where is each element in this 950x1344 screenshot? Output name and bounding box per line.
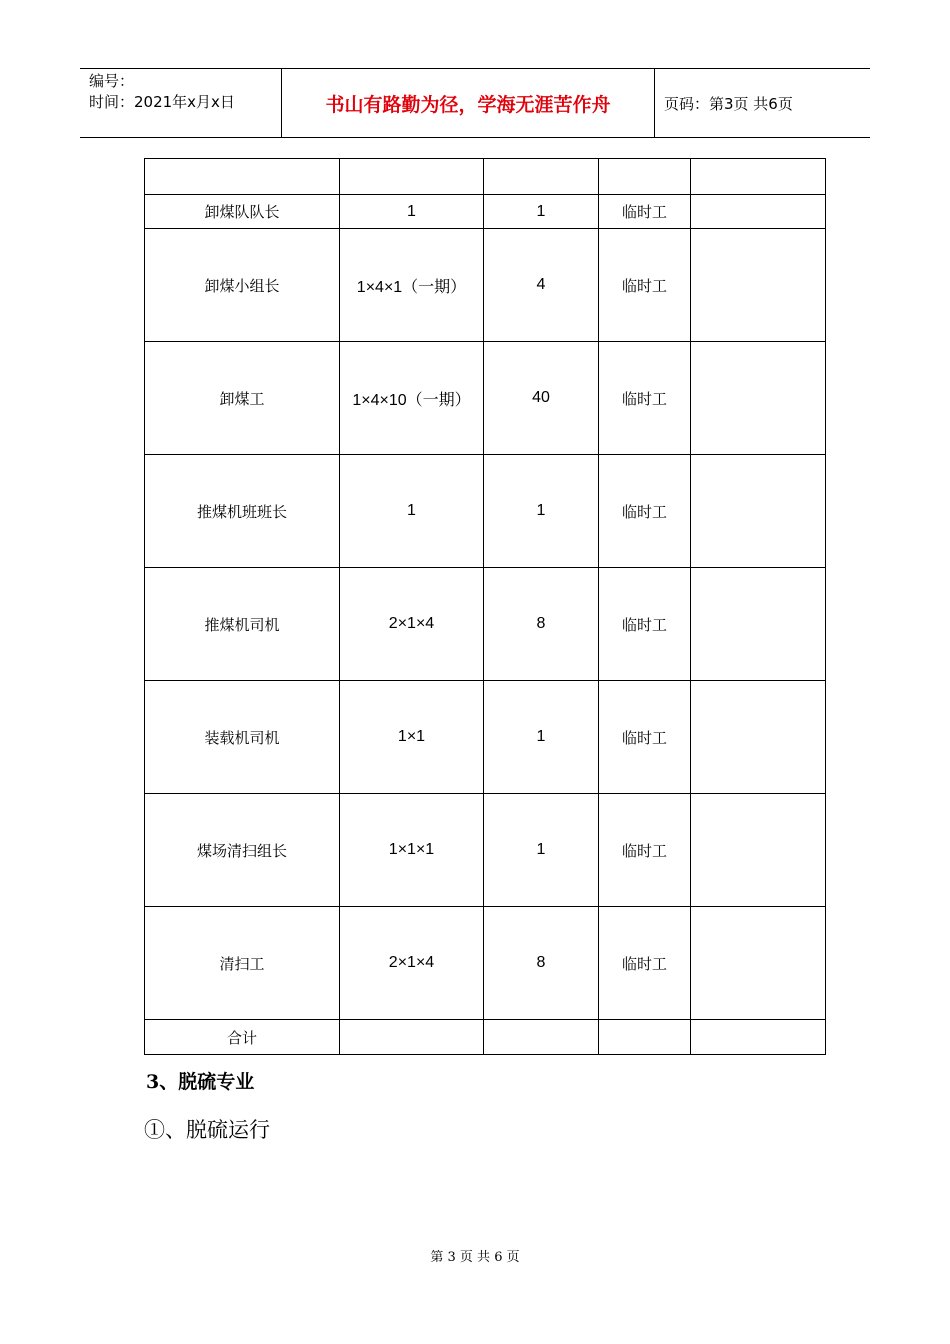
post-cell: [145, 159, 340, 195]
table-row: [145, 455, 826, 568]
formula-cell: [340, 159, 484, 195]
count-cell: 1: [484, 455, 599, 568]
formula-cell: 1: [340, 455, 484, 568]
type-cell: 临时工: [599, 195, 691, 229]
table-row: [145, 229, 826, 342]
type-cell: 临时工: [599, 229, 691, 342]
formula-cell: 1×4×1（一期）: [340, 229, 484, 342]
note-cell: [691, 907, 826, 1020]
count-cell: [484, 159, 599, 195]
note-cell: [691, 195, 826, 229]
count-cell: 8: [484, 907, 599, 1020]
formula-cell: 2×1×4: [340, 568, 484, 681]
table-row: [145, 1020, 826, 1055]
note-cell: [691, 568, 826, 681]
post-cell: 合计: [145, 1020, 340, 1055]
count-cell: 4: [484, 229, 599, 342]
note-cell: [691, 159, 826, 195]
type-cell: 临时工: [599, 907, 691, 1020]
count-cell: 40: [484, 342, 599, 455]
type-cell: 临时工: [599, 794, 691, 907]
note-cell: [691, 229, 826, 342]
type-cell: 临时工: [599, 455, 691, 568]
table-row: [145, 681, 826, 794]
formula-cell: 2×1×4: [340, 907, 484, 1020]
formula-cell: 1×1: [340, 681, 484, 794]
header-number-label: 编号：: [89, 72, 135, 90]
header-motto: 书山有路勤为径，学海无涯苦作舟: [325, 93, 611, 116]
header-meta: [89, 71, 235, 113]
post-cell: 卸煤小组长: [145, 229, 340, 342]
post-cell: 装载机司机: [145, 681, 340, 794]
page-footer: 第 3 页 共 6 页: [430, 1250, 520, 1265]
table-row: [145, 159, 826, 195]
table-row: [145, 342, 826, 455]
note-cell: [691, 681, 826, 794]
header-date-label: 时间：2021年x月x日: [89, 93, 235, 111]
type-cell: 临时工: [599, 568, 691, 681]
post-cell: 卸煤队队长: [145, 195, 340, 229]
header-divider: [654, 69, 655, 137]
header-page-info: 页码：第3页 共6页: [664, 94, 793, 113]
count-cell: [484, 1020, 599, 1055]
count-cell: 1: [484, 681, 599, 794]
table-row: [145, 195, 826, 229]
post-cell: 推煤机班班长: [145, 455, 340, 568]
count-cell: 1: [484, 794, 599, 907]
formula-cell: 1: [340, 195, 484, 229]
post-cell: 推煤机司机: [145, 568, 340, 681]
subsection-title: ①、脱硫运行: [144, 1118, 270, 1142]
section-title: 3、脱硫专业: [146, 1071, 255, 1093]
note-cell: [691, 794, 826, 907]
post-cell: 煤场清扫组长: [145, 794, 340, 907]
note-cell: [691, 342, 826, 455]
staffing-table: [144, 158, 826, 1055]
formula-cell: 1×4×10（一期）: [340, 342, 484, 455]
note-cell: [691, 1020, 826, 1055]
type-cell: [599, 159, 691, 195]
type-cell: [599, 1020, 691, 1055]
post-cell: 清扫工: [145, 907, 340, 1020]
post-cell: 卸煤工: [145, 342, 340, 455]
formula-cell: [340, 1020, 484, 1055]
table-row: [145, 568, 826, 681]
page-header: [80, 68, 870, 138]
type-cell: 临时工: [599, 342, 691, 455]
count-cell: 1: [484, 195, 599, 229]
table-row: [145, 794, 826, 907]
type-cell: 临时工: [599, 681, 691, 794]
note-cell: [691, 455, 826, 568]
count-cell: 8: [484, 568, 599, 681]
table-row: [145, 907, 826, 1020]
formula-cell: 1×1×1: [340, 794, 484, 907]
